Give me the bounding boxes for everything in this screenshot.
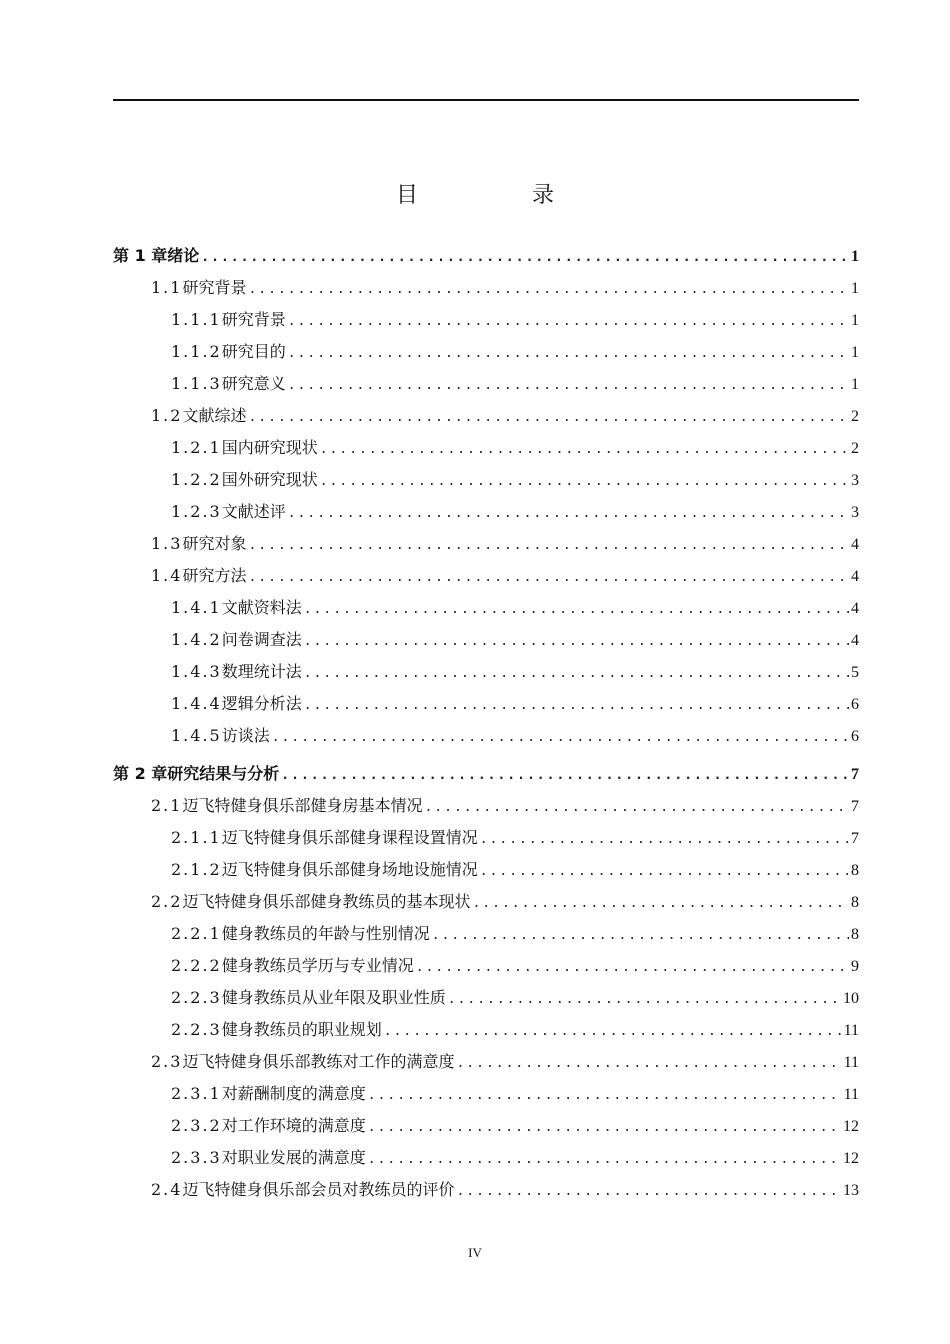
toc-entry-page: 1 (851, 280, 859, 297)
toc-entry-number: 第 2 章 (113, 764, 168, 783)
toc-entry-number: 2.3.2 (171, 1116, 222, 1135)
toc-entry-number: 1.1.2 (171, 342, 222, 361)
toc-entry-title: 健身教练员的年龄与性别情况 (221, 924, 430, 943)
toc-dot-leader (472, 896, 849, 911)
toc-entry[interactable] (113, 307, 859, 339)
toc-entry[interactable] (113, 595, 859, 627)
toc-entry-page: 1 (851, 312, 859, 329)
toc-dot-leader (480, 864, 849, 879)
toc-entry-page: 7 (851, 766, 859, 783)
toc-entry-page: 2 (851, 408, 859, 425)
toc-entry[interactable] (113, 793, 859, 825)
toc-entry-page: 3 (851, 504, 859, 521)
toc-entry-number: 2.2.1 (171, 924, 222, 943)
toc-entry-page: 10 (843, 990, 859, 1007)
toc-dot-leader (288, 346, 849, 361)
toc-entry-number: 2.3.1 (171, 1084, 222, 1103)
toc-entry-title: 对职业发展的满意度 (221, 1148, 366, 1167)
toc-entry-title: 研究方法 (182, 566, 247, 585)
toc-dot-leader (281, 768, 849, 783)
toc-entry-number: 1.3 (151, 534, 183, 553)
toc-entry-page: 12 (843, 1150, 859, 1167)
toc-entry-page: 1 (851, 376, 859, 393)
toc-entry-page: 4 (851, 536, 859, 553)
toc-dot-leader (288, 506, 849, 521)
toc-entry-title: 对薪酬制度的满意度 (221, 1084, 366, 1103)
toc-entry-title: 问卷调查法 (221, 630, 302, 649)
toc-entry-page: 8 (851, 926, 859, 943)
toc-entry-number: 2.3.3 (171, 1148, 222, 1167)
toc-entry-page: 1 (851, 248, 859, 265)
toc-entry-number: 2.4 (151, 1180, 183, 1199)
toc-entry[interactable] (113, 825, 859, 857)
toc-entry[interactable] (113, 953, 859, 985)
toc-entry-title: 数理统计法 (221, 662, 302, 681)
toc-entry-title: 研究背景 (182, 278, 247, 297)
toc-entry-title: 迈飞特健身俱乐部健身课程设置情况 (221, 828, 478, 847)
toc-dot-leader (288, 314, 849, 329)
toc-entry[interactable] (113, 531, 859, 563)
toc-entry-number: 2.1.1 (171, 828, 222, 847)
toc-dot-leader (248, 282, 849, 297)
toc-entry-page: 13 (843, 1182, 859, 1199)
toc-entry-title: 迈飞特健身俱乐部教练对工作的满意度 (182, 1052, 455, 1071)
toc-entry-number: 2.1.2 (171, 860, 222, 879)
toc-dot-leader (448, 992, 841, 1007)
toc-dot-leader (248, 410, 849, 425)
toc-entry[interactable] (113, 467, 859, 499)
toc-entry-page: 9 (851, 958, 859, 975)
toc-entry[interactable] (113, 921, 859, 953)
toc-entry[interactable] (113, 1017, 859, 1049)
toc-dot-leader (424, 800, 849, 815)
toc-entry-number: 2.2 (151, 892, 183, 911)
toc-entry[interactable] (113, 659, 859, 691)
toc-dot-leader (456, 1184, 841, 1199)
toc-entry[interactable] (113, 499, 859, 531)
toc-entry-page: 7 (851, 798, 859, 815)
toc-entry-number: 2.1 (151, 796, 183, 815)
toc-entry-number: 1.2.3 (171, 502, 222, 521)
table-of-contents (113, 243, 859, 1209)
toc-entry[interactable] (113, 435, 859, 467)
toc-entry-number: 1.1.1 (171, 310, 222, 329)
toc-entry-title: 健身教练员从业年限及职业性质 (221, 988, 446, 1007)
toc-dot-leader (304, 698, 849, 713)
toc-entry-title: 国内研究现状 (221, 438, 318, 457)
toc-entry-title: 健身教练员的职业规划 (221, 1020, 382, 1039)
toc-entry-page: 2 (851, 440, 859, 457)
toc-entry[interactable] (113, 1113, 859, 1145)
toc-dot-leader (248, 570, 849, 585)
toc-dot-leader (320, 474, 849, 489)
toc-dot-leader (368, 1152, 841, 1167)
toc-entry-title: 文献述评 (221, 502, 286, 521)
toc-dot-leader (368, 1120, 841, 1135)
toc-entry-title: 研究背景 (221, 310, 286, 329)
toc-entry-title: 绪论 (167, 246, 200, 265)
toc-entry-title: 逻辑分析法 (221, 694, 302, 713)
toc-entry-number: 1.2 (151, 406, 183, 425)
toc-entry-number: 第 1 章 (113, 246, 168, 265)
toc-entry-title: 迈飞特健身俱乐部健身房基本情况 (182, 796, 423, 815)
toc-dot-leader (272, 730, 849, 745)
toc-entry[interactable] (113, 1177, 859, 1209)
toc-dot-leader (201, 250, 849, 265)
toc-entry-title: 迈飞特健身俱乐部健身场地设施情况 (221, 860, 478, 879)
toc-entry-page: 4 (851, 568, 859, 585)
toc-dot-leader (416, 960, 849, 975)
toc-entry[interactable] (113, 723, 859, 755)
page-title: 目 录 (395, 183, 600, 208)
toc-entry-title: 对工作环境的满意度 (221, 1116, 366, 1135)
toc-entry-number: 1.4.1 (171, 598, 222, 617)
toc-entry-title: 研究对象 (182, 534, 247, 553)
toc-entry-page: 6 (851, 728, 859, 745)
toc-entry[interactable] (113, 857, 859, 889)
toc-entry[interactable] (113, 339, 859, 371)
toc-entry[interactable] (113, 275, 859, 307)
toc-entry-title: 迈飞特健身俱乐部会员对教练员的评价 (182, 1180, 455, 1199)
toc-entry-page: 5 (851, 664, 859, 681)
toc-entry-number: 2.2.2 (171, 956, 222, 975)
toc-entry-number: 1.1.3 (171, 374, 222, 393)
toc-entry[interactable] (113, 627, 859, 659)
toc-entry-number: 1.2.2 (171, 470, 222, 489)
toc-entry-title: 文献综述 (182, 406, 247, 425)
toc-dot-leader (304, 634, 849, 649)
toc-entry-page: 7 (851, 830, 859, 847)
toc-entry-page: 4 (851, 632, 859, 649)
toc-entry-title: 研究结果与分析 (167, 764, 280, 783)
toc-entry[interactable] (113, 985, 859, 1017)
toc-entry-number: 1.2.1 (171, 438, 222, 457)
toc-entry-page: 12 (843, 1118, 859, 1135)
toc-dot-leader (304, 602, 849, 617)
toc-entry-page: 1 (851, 344, 859, 361)
toc-entry-page: 8 (851, 862, 859, 879)
toc-entry[interactable] (113, 1145, 859, 1177)
toc-entry-title: 研究目的 (221, 342, 286, 361)
toc-entry[interactable] (113, 1049, 859, 1081)
toc-entry-page: 11 (843, 1022, 859, 1039)
toc-entry-page: 8 (851, 894, 859, 911)
toc-entry-number: 1.4.3 (171, 662, 222, 681)
toc-entry-title: 文献资料法 (221, 598, 302, 617)
toc-entry[interactable] (113, 371, 859, 403)
toc-entry[interactable] (113, 403, 859, 435)
toc-dot-leader (288, 378, 849, 393)
toc-dot-leader (320, 442, 849, 457)
toc-entry-page: 6 (851, 696, 859, 713)
toc-entry[interactable] (113, 761, 859, 793)
toc-entry[interactable] (113, 1081, 859, 1113)
toc-dot-leader (432, 928, 849, 943)
toc-entry[interactable] (113, 889, 859, 921)
toc-entry-number: 1.4 (151, 566, 183, 585)
page-number: IV (468, 1245, 482, 1260)
header-rule (113, 99, 859, 101)
toc-entry-title: 健身教练员学历与专业情况 (221, 956, 414, 975)
toc-dot-leader (304, 666, 849, 681)
toc-entry-title: 研究意义 (221, 374, 286, 393)
toc-dot-leader (368, 1088, 842, 1103)
toc-entry-number: 2.2.3 (171, 988, 222, 1007)
toc-dot-leader (456, 1056, 841, 1071)
toc-entry-page: 3 (851, 472, 859, 489)
toc-entry[interactable] (113, 243, 859, 275)
toc-entry-number: 1.4.2 (171, 630, 222, 649)
toc-entry-number: 2.2.3 (171, 1020, 222, 1039)
toc-entry-number: 1.1 (151, 278, 183, 297)
toc-entry-title: 访谈法 (221, 726, 270, 745)
toc-dot-leader (384, 1024, 842, 1039)
toc-entry-title: 迈飞特健身俱乐部健身教练员的基本现状 (182, 892, 471, 911)
toc-entry-number: 2.3 (151, 1052, 183, 1071)
toc-entry-page: 11 (843, 1054, 859, 1071)
toc-entry-page: 4 (851, 600, 859, 617)
toc-entry-page: 11 (843, 1086, 859, 1103)
toc-entry[interactable] (113, 691, 859, 723)
toc-dot-leader (480, 832, 849, 847)
toc-dot-leader (248, 538, 849, 553)
toc-entry-number: 1.4.4 (171, 694, 222, 713)
toc-entry-number: 1.4.5 (171, 726, 222, 745)
toc-entry[interactable] (113, 563, 859, 595)
toc-entry-title: 国外研究现状 (221, 470, 318, 489)
